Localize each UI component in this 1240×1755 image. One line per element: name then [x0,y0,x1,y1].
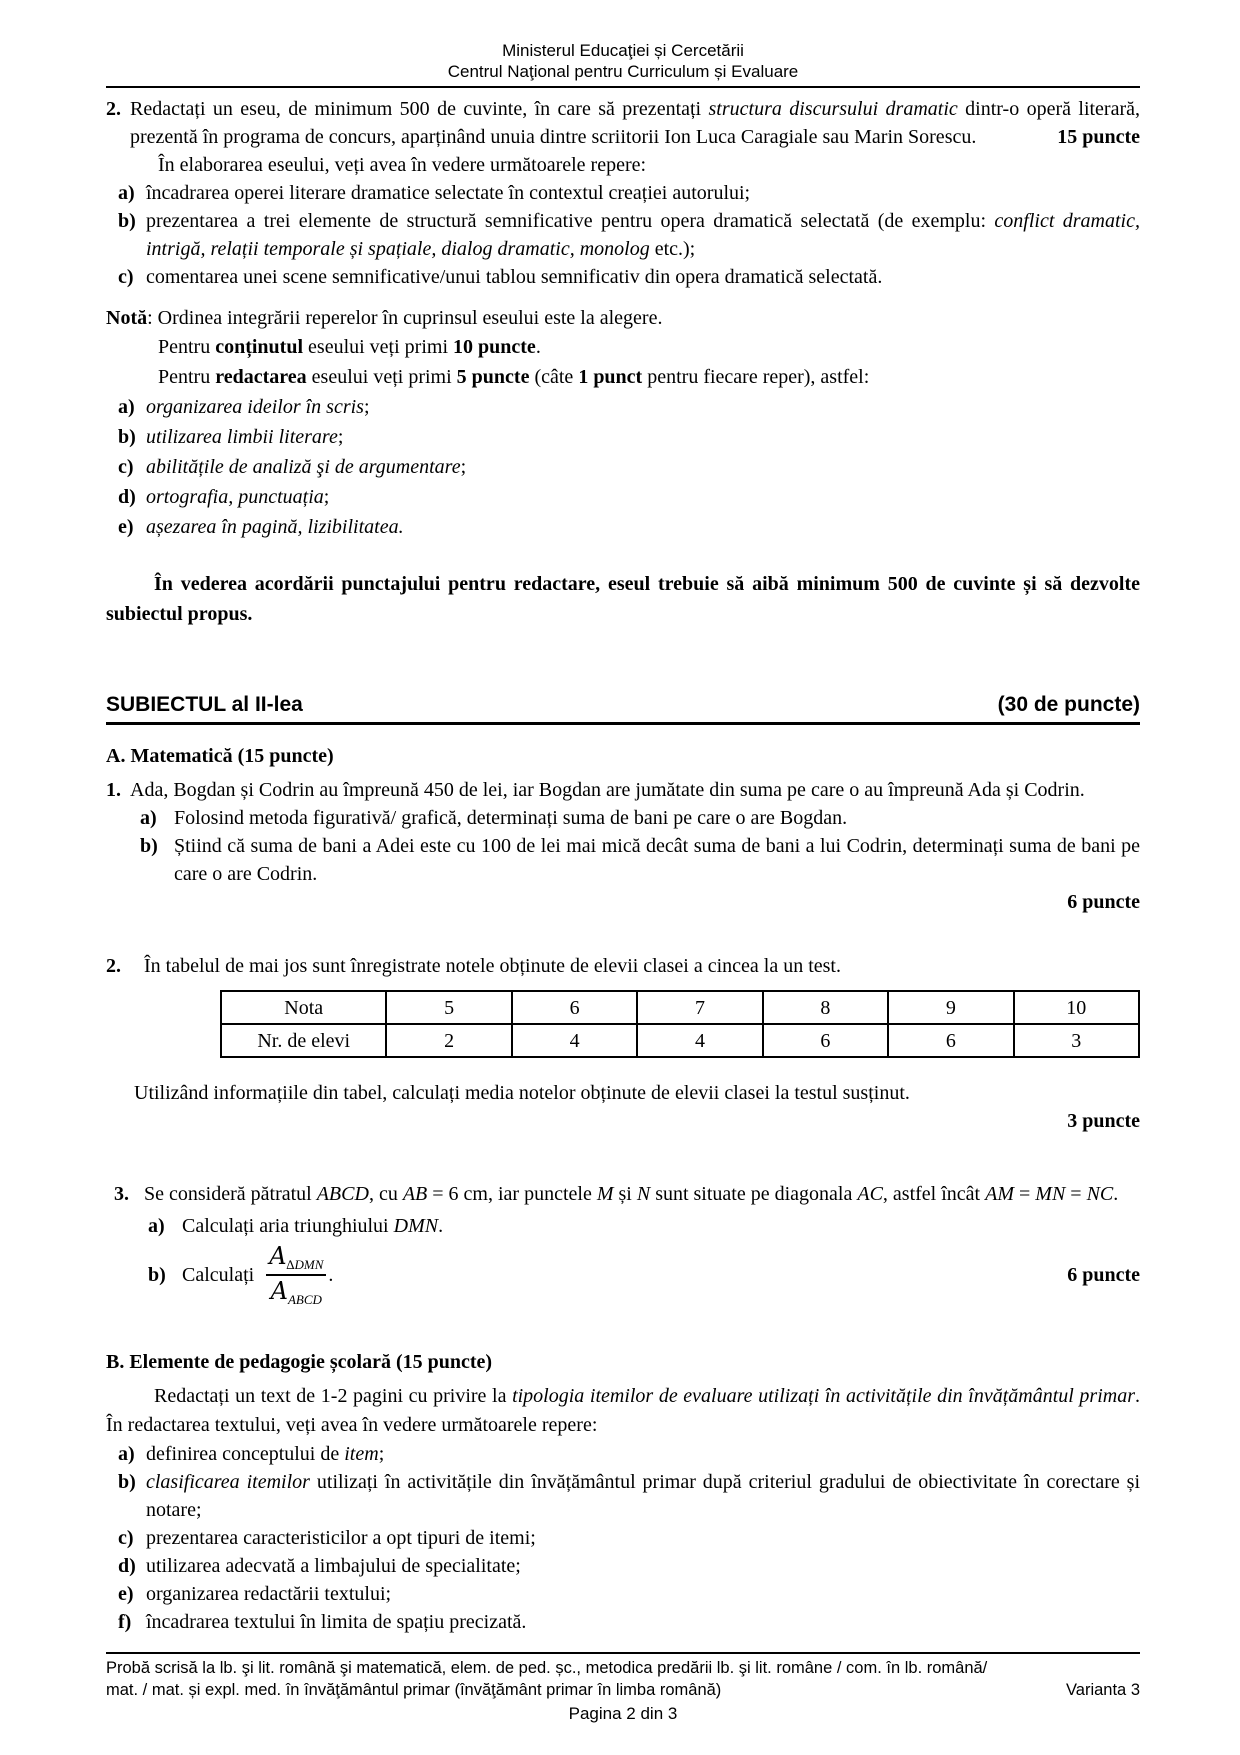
table-cell: Nota [221,991,386,1024]
bullet-text: definirea conceptului de item; [146,1443,385,1465]
essay-task [106,95,1140,151]
task-points: 15 puncte [1057,126,1140,148]
item-text: În tabelul de mai jos sunt înregistrate notele obținute de elevii clasei a cincea la un test. [144,955,841,977]
pedagogy-bullet-b [118,1468,1140,1524]
criterion-text: organizarea ideilor în scris; [146,396,370,418]
math-item-1 [106,776,1140,804]
table-cell: 3 [1014,1024,1139,1057]
note-redaction-points: Pentru redactarea eseului veți primi 5 puncte (câte 1 punct pentru fiecare reper), astfel: [158,366,870,388]
table-cell: Nr. de elevi [221,1024,386,1057]
bullet-label: d) [118,1555,136,1577]
sub-text: Calculați [182,1264,255,1286]
table-cell: 4 [512,1024,637,1057]
bullet-text: prezentarea caracteristicilor a opt tipuri de itemi; [146,1527,536,1549]
sectionB-title: B. Elemente de pedagogie școlară (15 puncte) [106,1351,493,1373]
document-header [106,40,1140,82]
math-item-1-points: 6 puncte [1067,891,1140,913]
sub-label: a) [140,807,157,829]
item-number: 2. [106,955,121,977]
fraction-denominator: $A_{ABCD}$ [270,1277,322,1307]
table-cell: 9 [888,991,1013,1024]
bullet-text: încadrarea operei literare dramatice selectate în contextul creației autorului; [146,182,751,204]
table-cell: 7 [637,991,762,1024]
sub-label: b) [148,1264,166,1286]
criterion-c [118,452,1140,482]
item-text: Se consideră pătratul ABCD, cu AB = 6 cm, iar punctele M și N sunt situate pe diagonala AC, astfel încât AM = MN = NC. [144,1183,1119,1205]
grades-table [220,990,1140,1058]
criterion-label: e) [118,516,134,538]
subject2-heading [106,691,1140,725]
criterion-b [118,422,1140,452]
table-cell: 10 [1014,991,1139,1024]
footer-line1: Probă scrisă la lb. şi lit. română şi matematică, elem. de ped. șc., metodica predării lb. şi lit. române / com. în lb. română/ [106,1659,988,1677]
bullet-text: utilizarea adecvată a limbajului de specialitate; [146,1555,521,1577]
math-item-3-sub-a [148,1212,1140,1240]
task-text: Redactați un eseu, de minimum 500 de cuvinte, în care să prezentați structura discursului dramatic dintr-o operă literară, prezentă în programa de concurs, aparținând unuia dintre scriitorii Ion Luca Caragiale sau Marin Sorescu. [130,98,1141,148]
table-cell: 8 [763,991,888,1024]
bullet-text: organizarea redactării textului; [146,1583,392,1605]
pedagogy-bullet-a [118,1440,1140,1468]
essay-bullet-a [118,179,1140,207]
bullet-text: clasificarea itemilor utilizați în activitățile din învățământul primar după criteriul gradului de obiectivitate în corectare și notare; [146,1471,1141,1521]
document-footer [106,1652,1140,1725]
table-row-grades [221,991,1139,1024]
math-item-3 [114,1179,1140,1210]
sub-label: a) [148,1215,165,1237]
essay-bullet-c [118,263,1140,291]
table-cell: 5 [386,991,511,1024]
sectionA-title: A. Matematică (15 puncte) [106,745,334,767]
pedagogy-bullet-f [118,1608,1140,1636]
table-cell: 6 [512,991,637,1024]
subject2-points: (30 de puncte) [997,693,1140,716]
essay-bullet-b [118,207,1140,263]
math-item-1-sub-b [140,832,1140,888]
pedagogy-bullet-e [118,1580,1140,1608]
bullet-label: c) [118,266,134,288]
criterion-e [118,512,1140,542]
bullet-label: b) [118,210,136,232]
table-cell: 2 [386,1024,511,1057]
math-item-2 [106,952,1140,980]
table-cell: 6 [888,1024,1013,1057]
math-item-3-points: 6 puncte [1067,1264,1140,1286]
ministry-name: Ministerul Educaţiei și Cercetării [502,41,744,60]
bullet-label: a) [118,182,135,204]
footer-page-number: Pagina 2 din 3 [568,1704,678,1723]
item-text: Ada, Bogdan și Codrin au împreună 450 de lei, iar Bogdan are jumătate din suma pe care o au împreună Ada și Codrin. [130,779,1085,801]
footer-variant: Varianta 3 [1066,1681,1140,1699]
footer-line2-text: mat. / mat. și expl. med. în învăţământul primar (învăţământ primar în limba română) [106,1681,722,1699]
bullet-text: comentarea unei scene semnificative/unui tablou semnificativ din opera dramatică selectată. [146,266,883,288]
sub-text: Calculați aria triunghiului DMN. [182,1215,444,1237]
pedagogy-bullet-c [118,1524,1140,1552]
bullet-label: c) [118,1527,134,1549]
math-item-1-sub-a [140,804,1140,832]
criterion-label: b) [118,426,136,448]
sub-label: b) [140,835,158,857]
criterion-label: d) [118,486,136,508]
bullet-label: e) [118,1583,134,1605]
pedagogy-bullet-d [118,1552,1140,1580]
footer-rule [106,1652,1140,1654]
sub-text: Folosind metoda figurativă/ grafică, determinați suma de bani pe care o are Bogdan. [174,807,848,829]
note-content-points: Pentru conținutul eseului veți primi 10 puncte. [158,336,541,358]
math-item-2-task: Utilizând informațiile din tabel, calculați media notelor obținute de elevii clasei la testul susținut. [134,1082,910,1104]
item-number: 3. [114,1183,129,1205]
header-rule [106,86,1140,88]
criterion-label: c) [118,456,134,478]
criterion-label: a) [118,396,135,418]
bullet-text: prezentarea a trei elemente de structură semnificative pentru opera dramatică selectată (de exemplu: conflict dramatic, intrigă, relații temporale și spațiale, dialog dramatic, monolog etc.); [146,210,1140,260]
table-cell: 6 [763,1024,888,1057]
criterion-text: așezarea în pagină, lizibilitatea. [146,516,404,538]
criterion-text: abilitățile de analiză şi de argumentare; [146,456,467,478]
bullet-label: a) [118,1443,135,1465]
bullet-label: f) [118,1611,132,1633]
fraction-period: . [328,1264,334,1286]
fraction-numerator: $A_{\Delta DMN}$ [266,1242,326,1276]
center-name: Centrul Naţional pentru Curriculum și Evaluare [447,62,799,81]
bullet-label: b) [118,1471,136,1493]
note-line: Notă: Ordinea integrării reperelor în cuprinsul eseului este la alegere. [106,307,663,329]
criterion-text: ortografia, punctuația; [146,486,330,508]
sectionB-intro: Redactați un text de 1-2 pagini cu privire la tipologia itemilor de evaluare utilizați în activitățile din învățământul primar. În redactarea textului, veți avea în vedere următoarele repere: [106,1385,1140,1436]
sub-text: Știind că suma de bani a Adei este cu 100 de lei mai mică decât suma de bani a lui Codrin, determinați suma de bani pe care o are Codrin. [174,835,1140,885]
bullet-text: încadrarea textului în limita de spațiu precizată. [146,1611,527,1633]
footer-line2 [106,1679,1140,1701]
table-cell: 4 [637,1024,762,1057]
subject2-title: SUBIECTUL al II-lea [106,693,303,716]
criterion-d [118,482,1140,512]
essay-lead: În elaborarea eseului, veți avea în vedere următoarele repere: [158,154,647,176]
math-item-2-points: 3 puncte [1067,1110,1140,1132]
area-ratio-fraction [266,1242,326,1308]
table-row-students [221,1024,1139,1057]
criterion-text: utilizarea limbii literare; [146,426,344,448]
item-number: 1. [106,779,121,801]
redaction-warning: În vederea acordării punctajului pentru redactare, eseul trebuie să aibă minimum 500 de cuvinte și să dezvolte subiectul propus. [106,573,1140,625]
criterion-a [118,392,1140,422]
task-number: 2. [106,98,121,120]
math-item-3-sub-b [148,1242,1140,1308]
